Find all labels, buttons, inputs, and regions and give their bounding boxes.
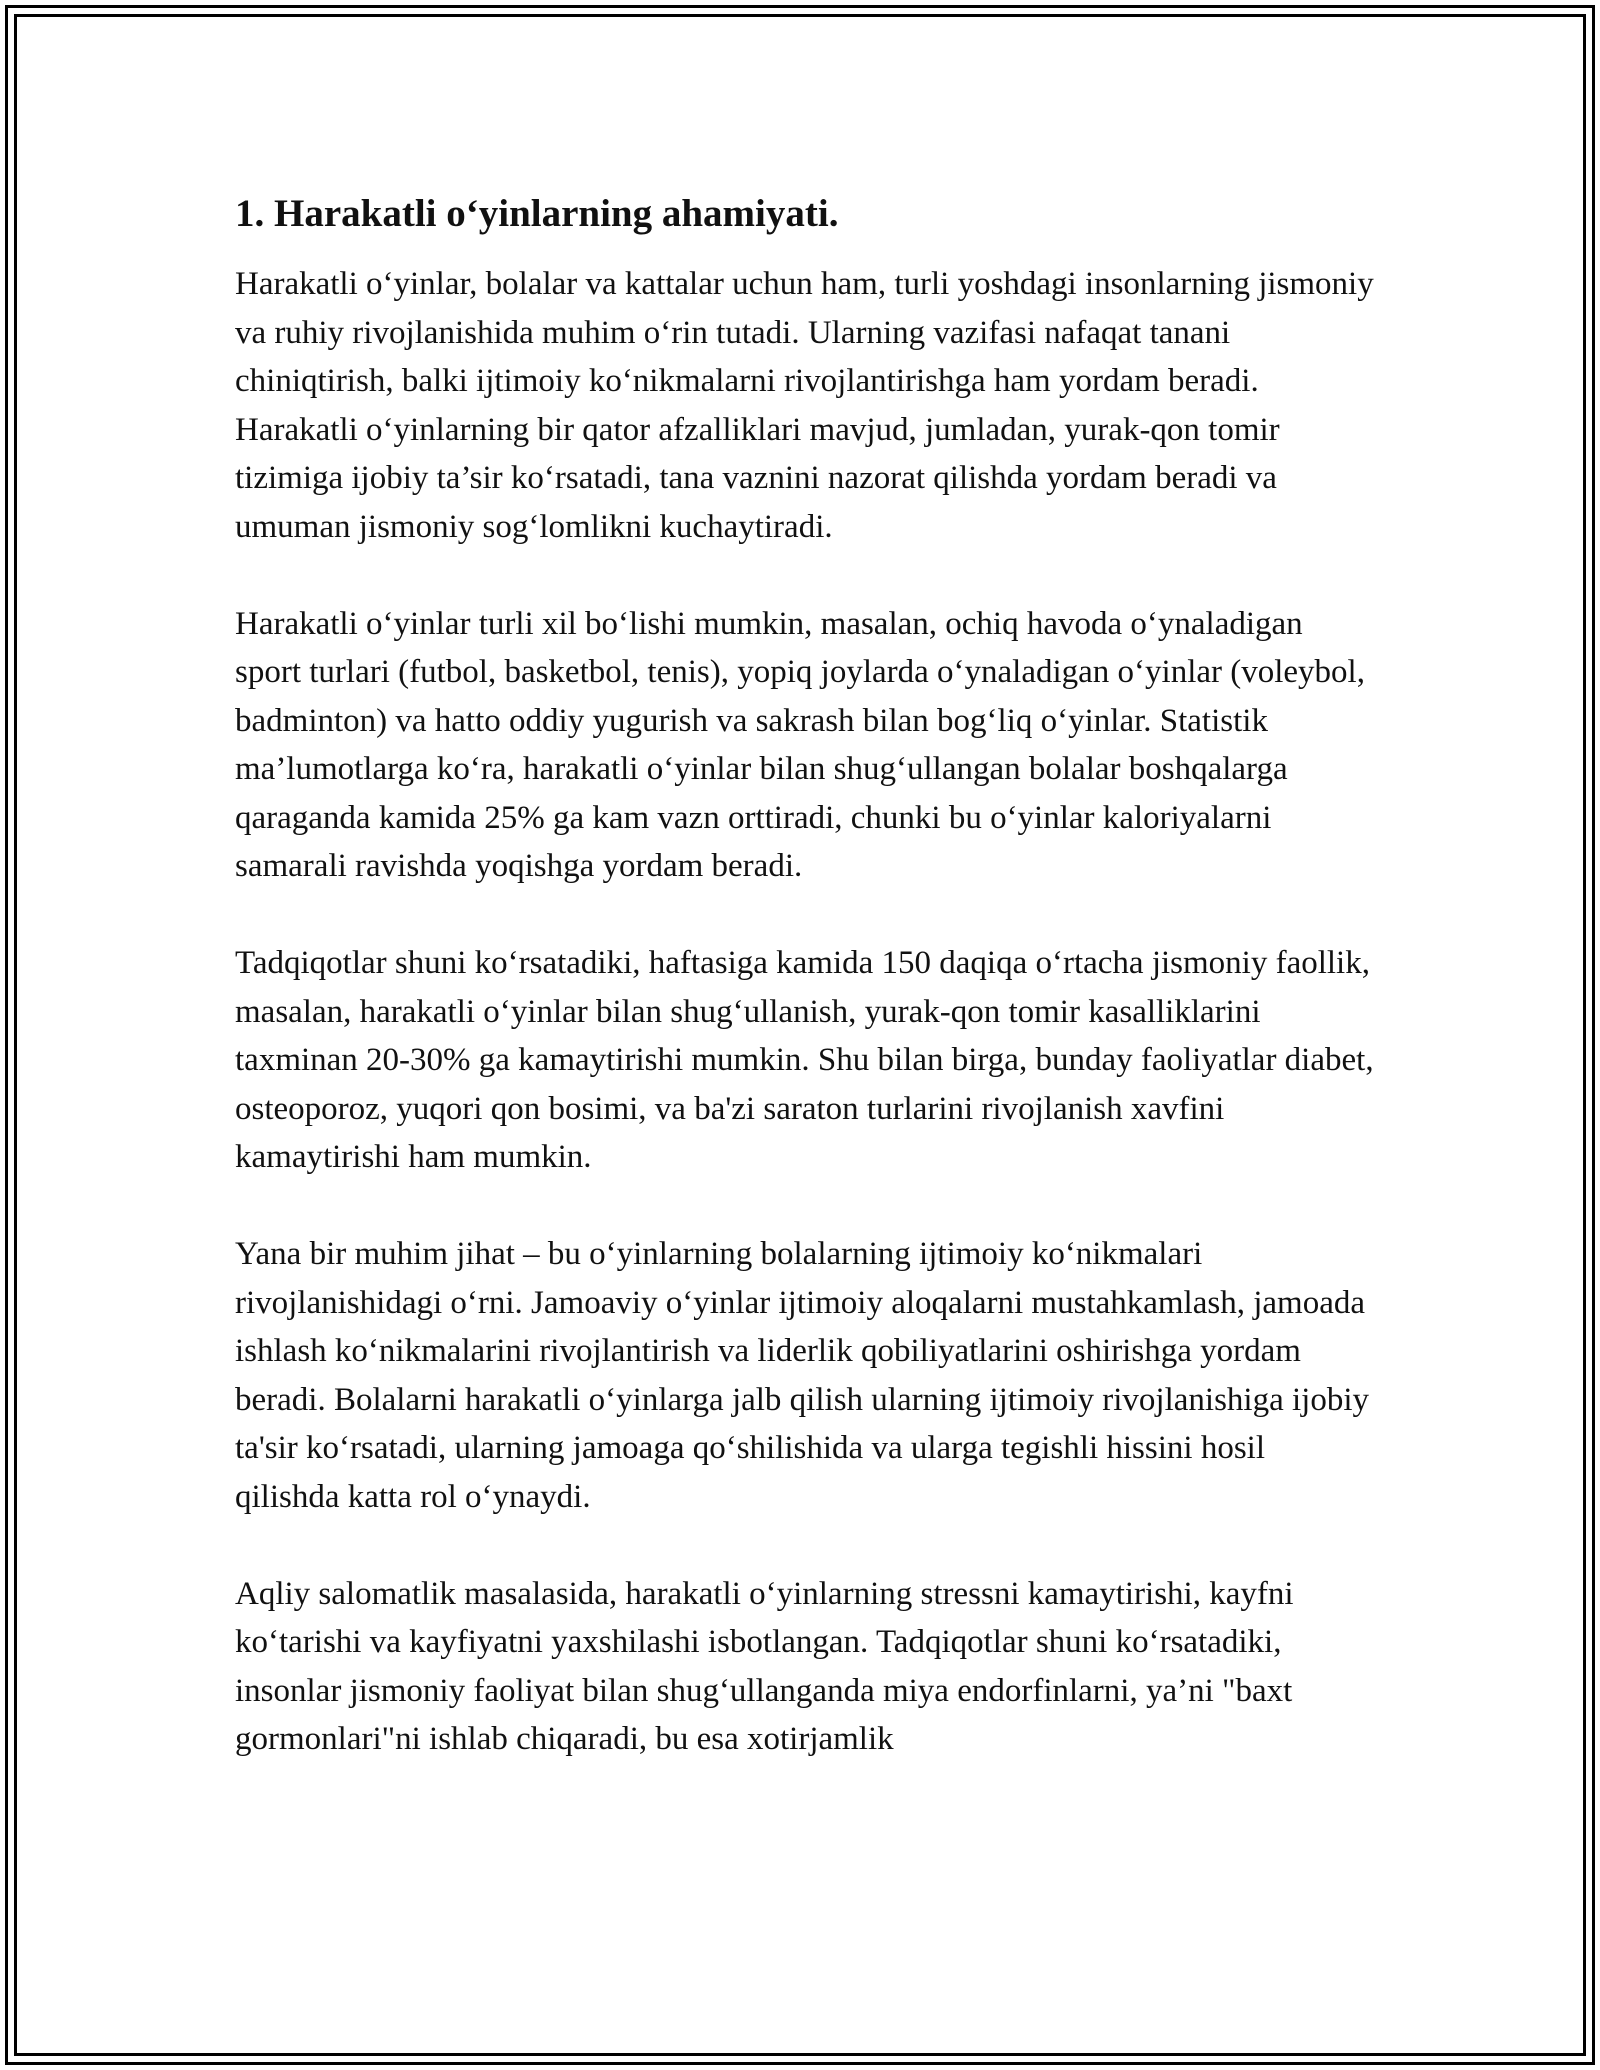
document-body xyxy=(235,190,1375,1764)
section-heading: 1. Harakatli o‘yinlarning ahamiyati. xyxy=(235,192,839,235)
paragraph-3: Tadqiqotlar shuni ko‘rsatadiki, haftasiga kamida 150 daqiqa o‘rtacha jismoniy faollik, masalan, harakatli o‘yinlar bilan shug‘ullanish, yurak-qon tomir kasalliklarini taxminan 20-30% ga kamaytirishi mumkin. Shu bilan birga, bunday faoliyatlar diabet, osteoporoz, yuqori qon bosimi, va ba'zi saraton turlarini rivojlanish xavfini kamaytirishi ham mumkin. xyxy=(235,945,1374,1175)
paragraph-1: Harakatli o‘yinlar, bolalar va kattalar uchun ham, turli yoshdagi insonlarning jismoniy va ruhiy rivojlanishida muhim o‘rin tutadi. Ularning vazifasi nafaqat tanani chiniqtirish, balki ijtimoiy ko‘nikmalarni rivojlantirishga ham yordam beradi. Harakatli o‘yinlarning bir qator afzalliklari mavjud, jumladan, yurak-qon tomir tizimiga ijobiy ta’sir ko‘rsatadi, tana vaznini nazorat qilishda yordam beradi va umuman jismoniy sog‘lomlikni kuchaytiradi. xyxy=(235,266,1374,545)
paragraph-2: Harakatli o‘yinlar turli xil bo‘lishi mumkin, masalan, ochiq havoda o‘ynaladigan sport turlari (futbol, basketbol, tenis), yopiq joylarda o‘ynaladigan o‘yinlar (voleybol, badminton) va hatto oddiy yugurish va sakrash bilan bog‘liq o‘yinlar. Statistik ma’lumotlarga ko‘ra, harakatli o‘yinlar bilan shug‘ullangan bolalar boshqalarga qaraganda kamida 25% ga kam vazn orttiradi, chunki bu o‘yinlar kaloriyalarni samarali ravishda yoqishga yordam beradi. xyxy=(235,605,1365,884)
paragraph-5: Aqliy salomatlik masalasida, harakatli o‘yinlarning stressni kamaytirishi, kayfni ko‘tarishi va kayfiyatni yaxshilashi isbotlangan. Tadqiqotlar shuni ko‘rsatadiki, insonlar jismoniy faoliyat bilan shug‘ullanganda miya endorfinlarni, ya’ni "baxt gormonlari"ni ishlab chiqaradi, bu esa xotirjamlik xyxy=(235,1575,1294,1757)
paragraph-4: Yana bir muhim jihat – bu o‘yinlarning bolalarning ijtimoiy ko‘nikmalari rivojlanishidagi o‘rni. Jamoaviy o‘yinlar ijtimoiy aloqalarni mustahkamlash, jamoada ishlash ko‘nikmalarini rivojlantirish va liderlik qobiliyatlarini oshirishga yordam beradi. Bolalarni harakatli o‘yinlarga jalb qilish ularning ijtimoiy rivojlanishiga ijobiy ta'sir ko‘rsatadi, ularning jamoaga qo‘shilishida va ularga tegishli hissini hosil qilishda katta rol o‘ynaydi. xyxy=(235,1236,1369,1515)
